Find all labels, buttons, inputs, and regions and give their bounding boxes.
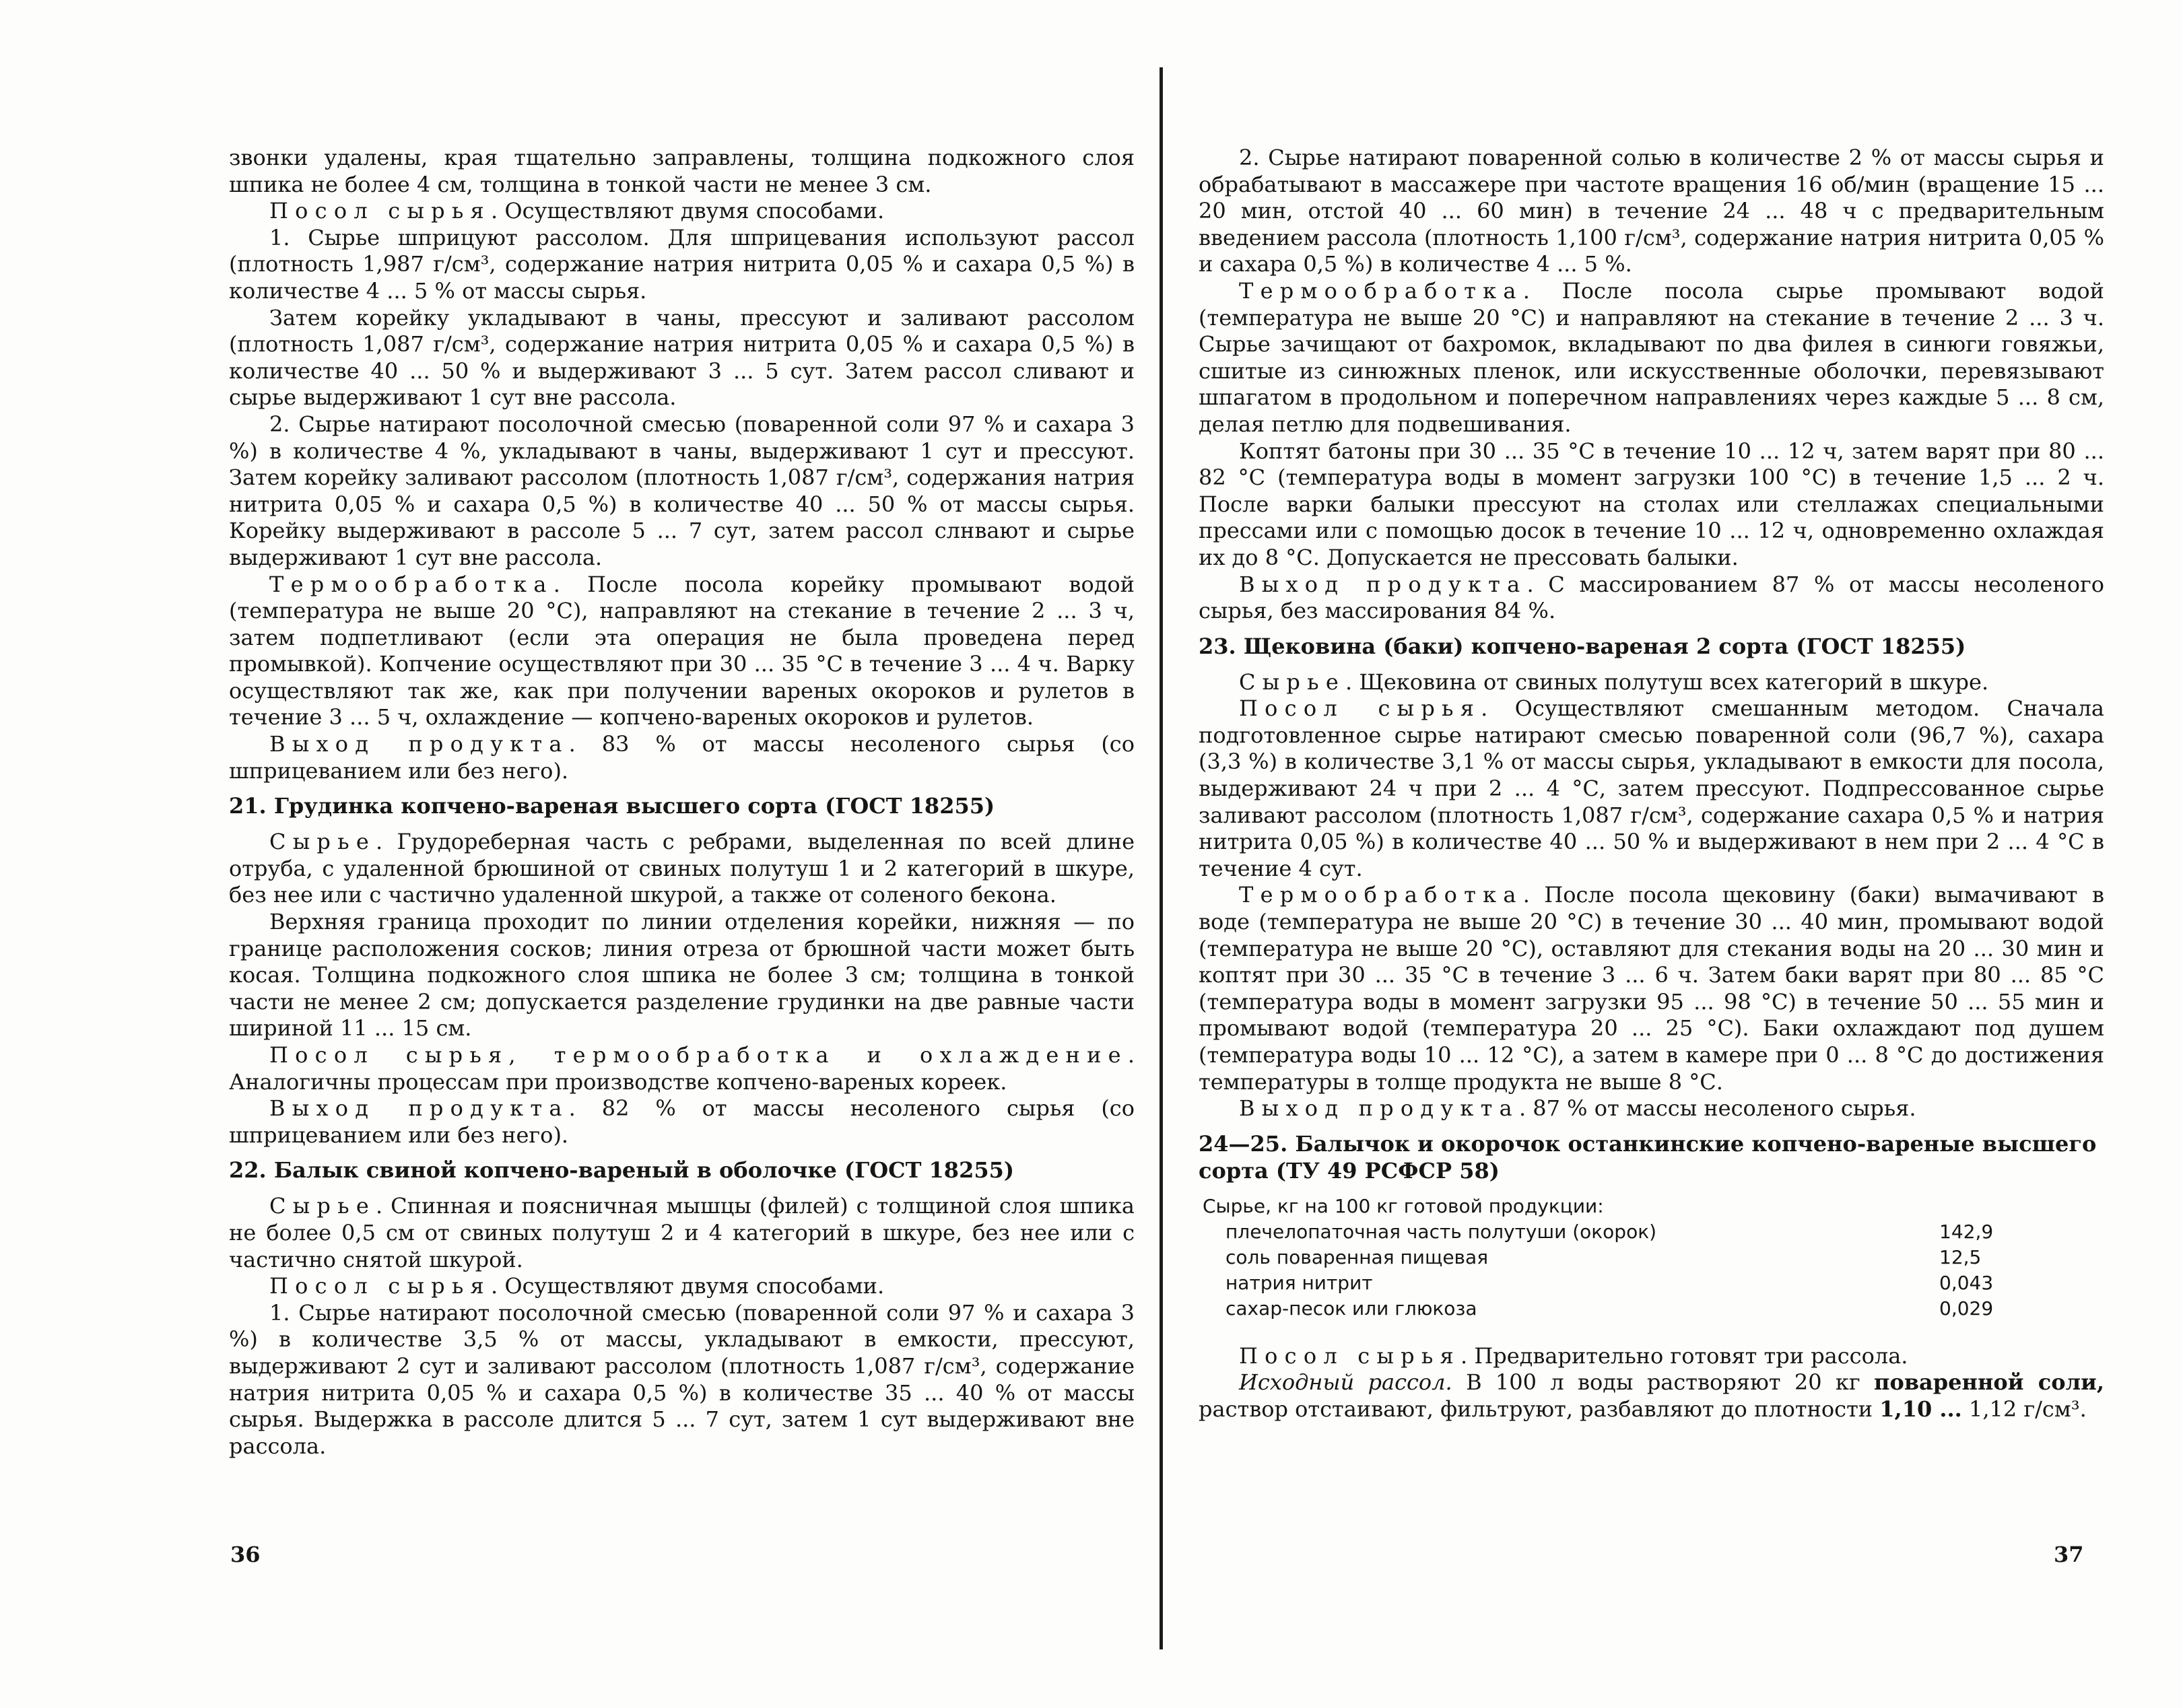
- paragraph: Коптят батоны при 30 ... 35 °С в течение 10 ... 12 ч, затем варят при 80 ... 82 °С (температура воды в момент загрузки 100 °С) в течение 1,5 ... 2 ч. После варки балыки прессуют на столах или стеллажах специальными прессами или с помощью досок в течение 10 ... 12 ч, одновременно охлаждая их до 8 °С. Допускается не прессовать балыки.: [1199, 438, 2104, 570]
- paragraph-text: . После посола сырье промывают водой (температура не выше 20 °С) и направляют на стекание в течение 2 ... 3 ч. Сырье зачищают от бахромок, вкладывают по два филея в синюги говяжьи, сшитые из синюжных пленок, или искусственные оболочки, перевязывают шпагатом в продольном и поперечном направлениях через каждые 5 ... 8 см, делая петлю для подвешивания.: [1199, 277, 2104, 437]
- paragraph: 2. Сырье натирают поваренной солью в количестве 2 % от массы сырья и обрабатывают в массажере при частоте вращения 16 об/мин (вращение 15 ... 20 мин, отстой 40 ... 60 мин) в течение 24 ... 48 ч с предварительным введением рассола (плотность 1,100 г/см³, содержание натрия нитрита 0,05 % и сахара 0,5 %) в количестве 4 ... 5 %.: [1199, 145, 2104, 277]
- paragraph-text: . Осуществляют смешанным методом. Сначала подготовленное сырье натирают смесью поваренной соли (96,7 %), сахара (3,3 %) в количестве 3,1 % от массы сырья, укладывают в емкости для посола, выдерживают 24 ч при 2 ... 4 °С, затем прессуют. Подпрессованное сырье заливают рассолом (плотность 1,087 г/см³, содержание сахара 0,5 % и натрия нитрита 0,05 %) в количестве 40 ... 50 % и выдерживают в нем при 2 ... 4 °С в течение 4 сут.: [1199, 695, 2105, 881]
- paragraph-text: . Спинная и поясничная мышцы (филей) с толщиной слоя шпика не более 0,5 см от свиных полутуш 2 и 4 категорий в шкуре, без нее или с частично снятой шкурой.: [229, 1193, 1135, 1272]
- table-cell-value: 12,5: [1939, 1245, 1982, 1268]
- run-in-heading: Исходный рассол.: [1239, 1369, 1452, 1396]
- table-row: [1199, 1219, 2020, 1245]
- page-number: 37: [2054, 1542, 2084, 1567]
- paragraph-bold: поваренной соли,: [1874, 1369, 2105, 1396]
- paragraph-text: В 100 л воды растворяют 20 кг: [1452, 1369, 1875, 1396]
- table-cell-name: соль поваренная пищевая: [1225, 1245, 1489, 1268]
- paragraph-text: . Щековина от свиных полутуш всех категорий в шкуре.: [1345, 669, 1989, 695]
- paragraph: 1. Сырье шприцуют рассолом. Для шприцевания используют рассол (плотность 1,987 г/см³, содержание натрия нитрита 0,05 % и сахара 0,5 %) в количестве 4 ... 5 % от массы сырья.: [229, 224, 1135, 304]
- run-in-heading: Посол сырья: [1239, 1342, 1460, 1369]
- table-cell-name: натрия нитрит: [1225, 1271, 1373, 1294]
- paragraph: [1199, 572, 2104, 625]
- paragraph-text: . 82 % от массы несоленого сырья (со шприцеванием или без него).: [229, 1095, 1135, 1148]
- paragraph-text: . Аналогичны процессам при производстве копчено-вареных кореек.: [229, 1042, 1135, 1095]
- paragraph-text: . С массированием 87 % от массы несоленого сырья, без массирования 84 %.: [1199, 571, 2104, 624]
- run-in-heading: Выход продукта: [269, 731, 569, 757]
- paragraph-text: . Осуществляют двумя способами.: [490, 1273, 885, 1299]
- paragraph: [229, 829, 1135, 909]
- paragraph: 2. Сырье натирают посолочной смесью (поваренной соли 97 % и сахара 3 %) в количестве 4 %, укладывают в чаны, выдерживают 1 сут и прессуют. Затем корейку заливают рассолом (плотность 1,087 г/см³, содержания натрия нитрита 0,05 % и сахара 0,5 %) в количестве 40 ... 50 % от массы сырья. Корейку выдерживают в рассоле 5 ... 7 сут, затем рассол слнвают и сырье выдерживают 1 сут вне рассола.: [229, 411, 1135, 570]
- paragraph-bold: 1,10 ...: [1879, 1396, 1962, 1422]
- paragraph: Верхняя граница проходит по линии отделения корейки, нижняя — по границе расположения сосков; линия отреза от брюшной части может быть косая. Толщина подкожного слоя шпика не более 3 см; толщина в тонкой части не менее 2 см; допускается разделение грудинки на две равные части шириной 11 ... 15 см.: [229, 909, 1135, 1041]
- page-number: 36: [230, 1542, 261, 1567]
- table-row: [1199, 1245, 2020, 1270]
- paragraph: [229, 1273, 1135, 1300]
- run-in-heading: Термообработка: [1239, 882, 1523, 908]
- paragraph-text: . 87 % от массы несоленого сырья.: [1518, 1095, 1916, 1122]
- section-heading: 23. Щековина (баки) копчено-вареная 2 сорта (ГОСТ 18255): [1199, 633, 1966, 659]
- paragraph: [1199, 1343, 2104, 1370]
- paragraph-text: раствор отстаивают, фильтруют, разбавляют до плотности: [1199, 1396, 1880, 1422]
- table-row: [1199, 1270, 2020, 1296]
- table-cell-value: 142,9: [1939, 1220, 1994, 1243]
- paragraph: [229, 1042, 1135, 1095]
- paragraph: [229, 1095, 1135, 1149]
- section-heading: 21. Грудинка копчено-вареная высшего сорта (ГОСТ 18255): [229, 793, 995, 819]
- run-in-heading: Выход продукта: [269, 1095, 569, 1122]
- paragraph-text: 1,12 г/см³.: [1961, 1396, 2087, 1422]
- run-in-heading: Посол сырья, термообработка и охлаждение: [269, 1042, 1128, 1068]
- ingredients-table: [1199, 1194, 2104, 1322]
- paragraph-text: . После посола щековину (баки) вымачивают в воде (температура не выше 20 °С) в течение 30 ... 40 мин, промывают водой (температура не выше 20 °С), оставляют для стекания воды на 20 ... 30 мин и коптят при 30 ... 35 °С в течение 3 ... 6 ч. Затем баки варят при 80 ... 85 °С (температура воды в момент загрузки 95 ... 98 °С) в течение 50 ... 55 мин и промывают водой (температура 20 ... 25 °С). Баки охлаждают под душем (температура воды 10 ... 12 °С), а затем в камере при 0 ... 8 °С до достижения температуры в толще продукта не выше 8 °С.: [1199, 882, 2104, 1095]
- run-in-heading: Сырье: [269, 829, 376, 855]
- spacer: [1199, 1326, 2104, 1343]
- run-in-heading: Термообработка: [1239, 277, 1523, 304]
- table-caption: Сырье, кг на 100 кг готовой продукции:: [1203, 1194, 1604, 1217]
- paragraph: Затем корейку укладывают в чаны, прессуют и заливают рассолом (плотность 1,087 г/см³, содержание натрия нитрита 0,05 % и сахара 0,5 %) в количестве 40 ... 50 % и выдерживают 3 ... 5 сут. Затем рассол сливают и сырье выдерживают 1 сут вне рассола.: [229, 304, 1135, 411]
- paragraph-text: . Осуществляют двумя способами.: [490, 198, 885, 224]
- paragraph-text: . 83 % от массы несоленого сырья (со шприцеванием или без него).: [229, 731, 1135, 784]
- run-in-heading: Термообработка: [269, 571, 553, 597]
- run-in-heading: Выход продукта: [1239, 1095, 1519, 1122]
- table-cell-value: 0,043: [1939, 1271, 1994, 1294]
- section-heading: 24—25. Балычок и окорочок останкинские копчено-вареные высшего сорта (ТУ 49 РСФСР 58): [1199, 1130, 2097, 1184]
- paragraph: 1. Сырье натирают посолочной смесью (поваренной соли 97 % и сахара 3 %) в количестве 3,5 % от массы, укладывают в емкости, прессуют, выдерживают 2 сут и заливают рассолом (плотность 1,087 г/см³, содержание натрия нитрита 0,05 % и сахара 0,5 %) в количестве 35 ... 40 % от массы сырья. Выдержка в рассоле длится 5 ... 7 сут, затем 1 сут выдерживают вне рассола.: [229, 1299, 1135, 1459]
- run-in-heading: Посол сырья: [269, 198, 491, 224]
- paragraph-text: . Предварительно готовят три рассола.: [1460, 1342, 1908, 1369]
- paragraph: [1199, 1095, 2104, 1122]
- table-row: [1199, 1296, 2020, 1322]
- run-in-heading: Выход продукта: [1239, 571, 1527, 597]
- run-in-heading: Сырье: [269, 1193, 376, 1219]
- paragraph: [229, 1193, 1135, 1273]
- table-cell-value: 0,029: [1939, 1297, 1994, 1320]
- run-in-heading: Посол сырья: [1239, 695, 1481, 722]
- run-in-heading: Сырье: [1239, 669, 1345, 695]
- paragraph: [229, 731, 1135, 784]
- paragraph: [229, 572, 1135, 732]
- paragraph: звонки удалены, края тщательно заправлены, толщина подкожного слоя шпика не более 4 см, толщина в тонкой части не менее 3 см.: [229, 145, 1135, 197]
- table-cell-name: плечелопаточная часть полутуши (окорок): [1225, 1220, 1657, 1243]
- table-cell-name: сахар-песок или глюкоза: [1225, 1297, 1477, 1320]
- paragraph-text: . После посола корейку промывают водой (температура не выше 20 °С), направляют на стекание в течение 2 ... 3 ч, затем подпетливают (если эта операция не была проведена перед промывкой). Копчение осуществляют при 30 ... 35 °С в течение 3 ... 4 ч. Варку осуществляют так же, как при получении вареных окороков и рулетов в течение 3 ... 5 ч, охлаждение — копчено-вареных окороков и рулетов.: [229, 571, 1135, 730]
- run-in-heading: Посол сырья: [269, 1273, 491, 1299]
- paragraph-text: . Грудореберная часть с ребрами, выделенная по всей длине отруба, с удаленной брюшиной от свиных полутуш 1 и 2 категорий в шкуре, без нее или с частично удаленной шкурой, а также от соленого бекона.: [229, 829, 1135, 908]
- page-gutter: [1160, 67, 1163, 1649]
- paragraph: [1199, 695, 2104, 882]
- right-page: [1199, 145, 2104, 1423]
- section-heading: 22. Балык свиной копчено-вареный в оболочке (ГОСТ 18255): [229, 1157, 1014, 1184]
- paragraph: [229, 198, 1135, 225]
- paragraph: [1199, 669, 2104, 696]
- paragraph: [1199, 882, 2104, 1095]
- paragraph: [1199, 278, 2104, 438]
- paragraph: [1199, 1369, 2104, 1423]
- left-page: [229, 145, 1135, 1460]
